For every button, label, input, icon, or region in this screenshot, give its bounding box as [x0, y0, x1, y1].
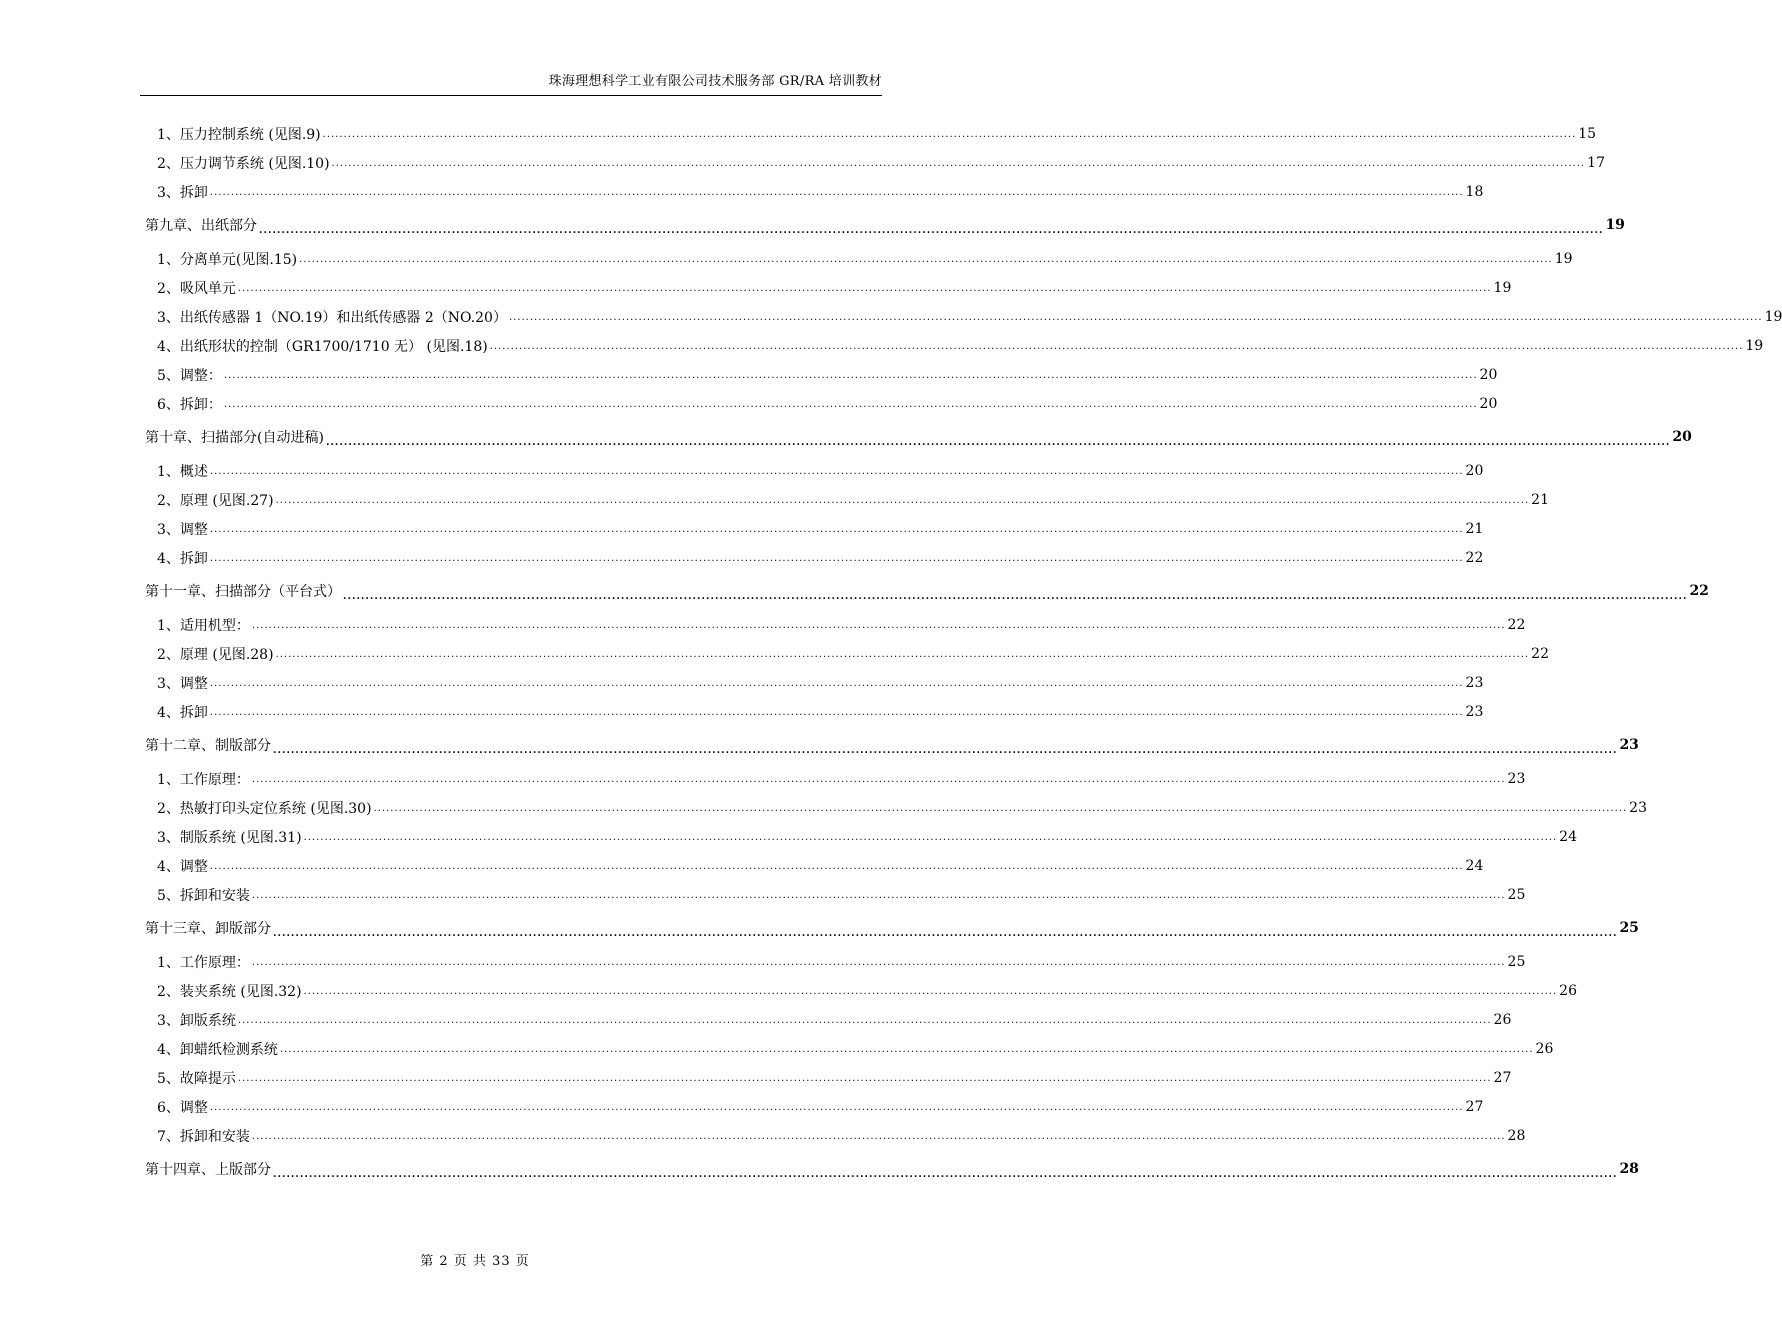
document-header: 珠海理想科学工业有限公司技术服务部 GR/RA 培训教材: [548, 74, 882, 89]
toc-page-number: 20: [1672, 429, 1692, 445]
toc-section-entry[interactable]: [145, 1063, 1512, 1092]
toc-page-number: 27: [1465, 1098, 1484, 1115]
toc-page-number: 23: [1465, 703, 1484, 720]
toc-entry-label: 5、调整：: [157, 367, 222, 384]
toc-entry-label: 4、拆卸: [157, 550, 208, 567]
toc-entry-label: 2、装夹系统 (见图.32): [157, 983, 302, 1000]
toc-entry-label: 3、卸版系统: [157, 1012, 236, 1029]
toc-leader-dots: ............................................................................................................................................................................................................................................................................................................: [251, 1131, 1506, 1142]
toc-section-entry[interactable]: [145, 119, 1597, 148]
toc-leader-dots: ............................................................................................................................................................................................................................................................................................................: [325, 437, 1671, 448]
toc-section-entry[interactable]: [145, 360, 1498, 389]
toc-entry-label: 3、调整: [157, 675, 208, 692]
toc-leader-dots: ............................................................................................................................................................................................................................................................................................................: [275, 495, 1530, 506]
toc-page-number: 26: [1535, 1040, 1554, 1057]
toc-section-entry[interactable]: [145, 1034, 1554, 1063]
toc-chapter-entry[interactable]: [145, 1150, 1639, 1188]
toc-page-number: 18: [1465, 183, 1484, 200]
toc-entry-label: 第十三章、卸版部分: [145, 921, 271, 937]
toc-leader-dots: ............................................................................................................................................................................................................................................................................................................: [209, 707, 1464, 718]
toc-page-number: 21: [1531, 491, 1549, 508]
toc-leader-dots: ............................................................................................................................................................................................................................................................................................................: [209, 678, 1464, 689]
toc-entry-label: 第九章、出纸部分: [145, 218, 257, 234]
toc-section-entry[interactable]: [145, 976, 1577, 1005]
toc-section-entry[interactable]: [145, 302, 1782, 331]
toc-section-entry[interactable]: [145, 764, 1526, 793]
toc-leader-dots: ............................................................................................................................................................................................................................................................................................................: [273, 1169, 1618, 1180]
toc-section-entry[interactable]: [145, 456, 1484, 485]
toc-chapter-entry[interactable]: [145, 572, 1709, 610]
toc-entry-label: 2、吸风单元: [157, 280, 236, 297]
toc-page-number: 23: [1507, 770, 1526, 787]
toc-section-entry[interactable]: [145, 244, 1573, 273]
toc-leader-dots: ............................................................................................................................................................................................................................................................................................................: [343, 591, 1688, 602]
header-divider: [140, 95, 882, 96]
toc-leader-dots: ............................................................................................................................................................................................................................................................................................................: [275, 649, 1530, 660]
toc-page-number: 25: [1507, 953, 1526, 970]
toc-entry-label: 第十四章、上版部分: [145, 1162, 271, 1178]
toc-page-number: 21: [1465, 520, 1484, 537]
toc-leader-dots: ............................................................................................................................................................................................................................................................................................................: [259, 225, 1604, 236]
toc-leader-dots: ............................................................................................................................................................................................................................................................................................................: [209, 524, 1464, 535]
toc-section-entry[interactable]: [145, 1005, 1512, 1034]
toc-section-entry[interactable]: [145, 177, 1484, 206]
toc-page-number: 25: [1507, 886, 1526, 903]
toc-leader-dots: ............................................................................................................................................................................................................................................................................................................: [251, 890, 1506, 901]
toc-leader-dots: ............................................................................................................................................................................................................................................................................................................: [373, 803, 1628, 814]
toc-leader-dots: ............................................................................................................................................................................................................................................................................................................: [251, 957, 1506, 968]
toc-page-number: 19: [1605, 217, 1625, 233]
toc-section-entry[interactable]: [145, 148, 1605, 177]
toc-leader-dots: ............................................................................................................................................................................................................................................................................................................: [273, 745, 1618, 756]
toc-chapter-entry[interactable]: [145, 909, 1639, 947]
toc-leader-dots: ............................................................................................................................................................................................................................................................................................................: [303, 832, 1558, 843]
toc-chapter-entry[interactable]: [145, 418, 1692, 456]
toc-page-number: 23: [1619, 737, 1639, 753]
toc-entry-label: 1、适用机型：: [157, 617, 250, 634]
toc-entry-label: 第十一章、扫描部分（平台式）: [145, 584, 341, 600]
toc-entry-label: 4、卸蜡纸检测系统: [157, 1041, 278, 1058]
toc-entry-label: 2、原理 (见图.27): [157, 492, 274, 509]
toc-page-number: 22: [1531, 645, 1549, 662]
toc-entry-label: 3、制版系统 (见图.31): [157, 829, 302, 846]
toc-entry-label: 1、概述: [157, 463, 208, 480]
toc-leader-dots: ............................................................................................................................................................................................................................................................................................................: [508, 312, 1763, 323]
toc-leader-dots: ............................................................................................................................................................................................................................................................................................................: [322, 129, 1577, 140]
toc-page-number: 15: [1578, 125, 1597, 142]
toc-entry-label: 3、调整: [157, 521, 208, 538]
toc-entry-label: 4、拆卸: [157, 704, 208, 721]
toc-entry-label: 2、原理 (见图.28): [157, 646, 274, 663]
toc-leader-dots: ............................................................................................................................................................................................................................................................................................................: [251, 774, 1506, 785]
toc-leader-dots: ............................................................................................................................................................................................................................................................................................................: [299, 254, 1553, 265]
toc-entry-label: 第十章、扫描部分(自动进稿): [145, 430, 324, 446]
toc-entry-label: 2、压力调节系统 (见图.10): [157, 155, 330, 172]
toc-entry-label: 1、压力控制系统 (见图.9): [157, 126, 321, 143]
toc-page-number: 19: [1493, 279, 1512, 296]
toc-leader-dots: ............................................................................................................................................................................................................................................................................................................: [237, 1015, 1492, 1026]
toc-chapter-entry[interactable]: [145, 726, 1639, 764]
toc-page-number: 19: [1554, 250, 1573, 267]
toc-section-entry[interactable]: [145, 851, 1484, 880]
toc-section-entry[interactable]: [145, 485, 1549, 514]
toc-page-number: 24: [1559, 828, 1577, 845]
toc-leader-dots: ............................................................................................................................................................................................................................................................................................................: [223, 399, 1478, 410]
toc-section-entry[interactable]: [145, 697, 1484, 726]
toc-leader-dots: ............................................................................................................................................................................................................................................................................................................: [237, 283, 1492, 294]
toc-leader-dots: ............................................................................................................................................................................................................................................................................................................: [279, 1044, 1534, 1055]
toc-section-entry[interactable]: [145, 668, 1484, 697]
page-footer: 第 2 页 共 33 页: [420, 1254, 530, 1269]
toc-section-entry[interactable]: [145, 880, 1526, 909]
toc-page-number: 19: [1745, 337, 1764, 354]
toc-section-entry[interactable]: [145, 273, 1512, 302]
toc-entry-label: 2、热敏打印头定位系统 (见图.30): [157, 800, 372, 817]
toc-section-entry[interactable]: [145, 331, 1764, 360]
toc-page-number: 19: [1764, 308, 1782, 325]
toc-page-number: 20: [1479, 366, 1498, 383]
toc-leader-dots: ............................................................................................................................................................................................................................................................................................................: [223, 370, 1478, 381]
toc-entry-label: 7、拆卸和安装: [157, 1128, 250, 1145]
toc-section-entry[interactable]: [145, 793, 1647, 822]
toc-page-number: 23: [1465, 674, 1484, 691]
toc-section-entry[interactable]: [145, 389, 1498, 418]
toc-section-entry[interactable]: [145, 822, 1577, 851]
toc-entry-label: 4、调整: [157, 858, 208, 875]
toc-entry-label: 第十二章、制版部分: [145, 738, 271, 754]
toc-page-number: 28: [1507, 1127, 1526, 1144]
toc-section-entry[interactable]: [145, 639, 1549, 668]
toc-leader-dots: ............................................................................................................................................................................................................................................................................................................: [209, 187, 1464, 198]
toc-section-entry[interactable]: [145, 1121, 1526, 1150]
toc-page-number: 24: [1465, 857, 1484, 874]
toc-entry-label: 4、出纸形状的控制（GR1700/1710 无） (见图.18): [157, 338, 488, 355]
toc-page-number: 28: [1619, 1161, 1639, 1177]
toc-leader-dots: ............................................................................................................................................................................................................................................................................................................: [237, 1073, 1492, 1084]
toc-section-entry[interactable]: [145, 1092, 1484, 1121]
toc-entry-label: 1、分离单元(见图.15): [157, 251, 298, 268]
toc-chapter-entry[interactable]: [145, 206, 1625, 244]
toc-page-number: 20: [1479, 395, 1498, 412]
toc-entry-label: 5、故障提示: [157, 1070, 236, 1087]
toc-page-number: 27: [1493, 1069, 1512, 1086]
toc-leader-dots: ............................................................................................................................................................................................................................................................................................................: [251, 620, 1506, 631]
toc-entry-label: 3、拆卸: [157, 184, 208, 201]
toc-leader-dots: ............................................................................................................................................................................................................................................................................................................: [209, 1102, 1464, 1113]
toc-page-number: 22: [1689, 583, 1709, 599]
toc-leader-dots: ............................................................................................................................................................................................................................................................................................................: [303, 986, 1558, 997]
table-of-contents: [145, 119, 1782, 1188]
toc-page-number: 22: [1465, 549, 1484, 566]
toc-page-number: 26: [1493, 1011, 1512, 1028]
toc-page-number: 17: [1587, 154, 1605, 171]
toc-entry-label: 6、调整: [157, 1099, 208, 1116]
toc-section-entry[interactable]: [145, 610, 1526, 639]
toc-leader-dots: ............................................................................................................................................................................................................................................................................................................: [489, 341, 1744, 352]
toc-leader-dots: ............................................................................................................................................................................................................................................................................................................: [273, 928, 1618, 939]
toc-leader-dots: ............................................................................................................................................................................................................................................................................................................: [331, 158, 1586, 169]
toc-leader-dots: ............................................................................................................................................................................................................................................................................................................: [209, 553, 1464, 564]
toc-entry-label: 1、工作原理：: [157, 954, 250, 971]
toc-leader-dots: ............................................................................................................................................................................................................................................................................................................: [209, 861, 1464, 872]
toc-leader-dots: ............................................................................................................................................................................................................................................................................................................: [209, 466, 1464, 477]
toc-page-number: 22: [1507, 616, 1526, 633]
toc-entry-label: 5、拆卸和安装: [157, 887, 250, 904]
toc-section-entry[interactable]: [145, 514, 1484, 543]
toc-page-number: 20: [1465, 462, 1484, 479]
toc-entry-label: 3、出纸传感器 1（NO.19）和出纸传感器 2（NO.20）: [157, 309, 507, 326]
toc-entry-label: 1、工作原理：: [157, 771, 250, 788]
toc-section-entry[interactable]: [145, 947, 1526, 976]
toc-page-number: 26: [1559, 982, 1577, 999]
toc-section-entry[interactable]: [145, 543, 1484, 572]
toc-entry-label: 6、拆卸：: [157, 396, 222, 413]
toc-page-number: 23: [1629, 799, 1647, 816]
toc-page-number: 25: [1619, 920, 1639, 936]
